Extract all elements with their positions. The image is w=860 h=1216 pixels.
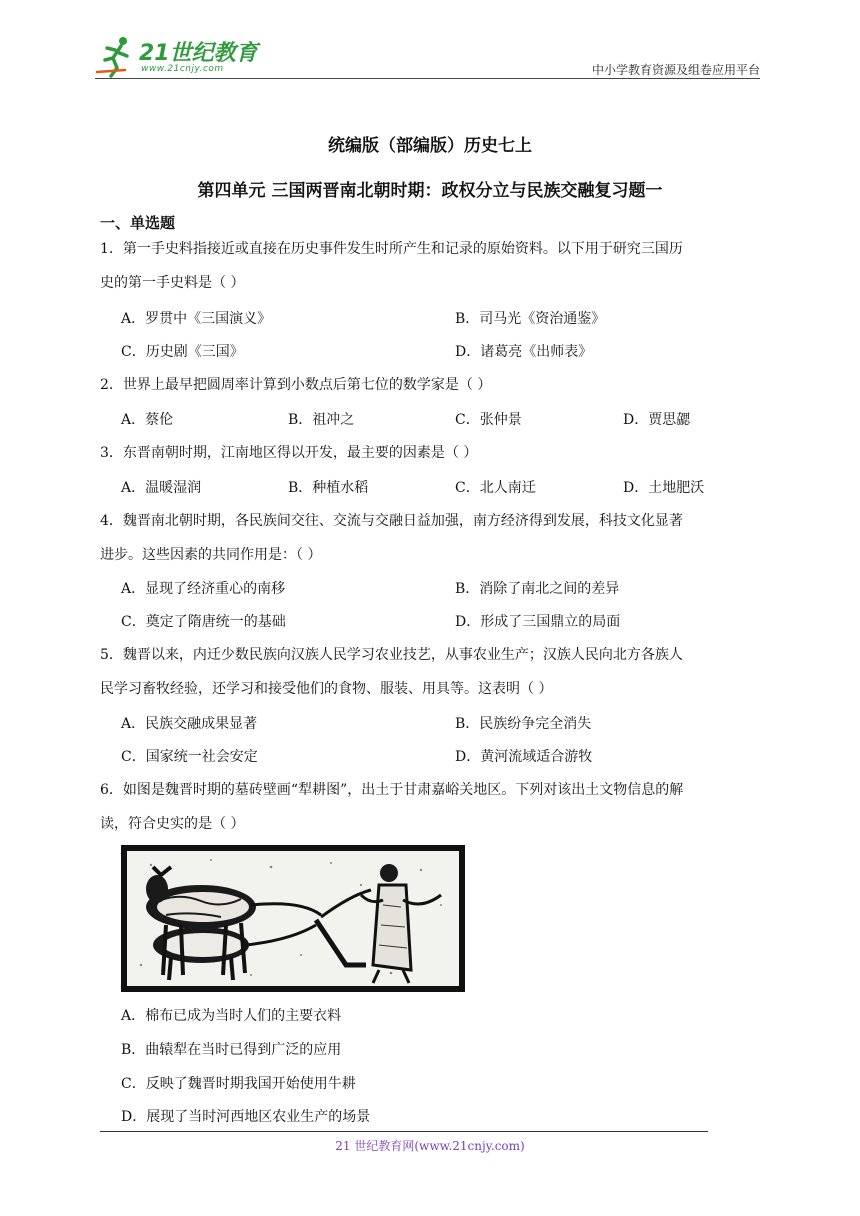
option-d[interactable]: D．展现了当时河西地区农业生产的场景 bbox=[121, 1109, 371, 1125]
doc-title: 统编版（部编版）历史七上 bbox=[328, 136, 532, 156]
question-number: 3． bbox=[100, 445, 123, 461]
question-number: 4． bbox=[100, 513, 123, 529]
question-number: 5． bbox=[100, 647, 123, 663]
question-stem: 世界上最早把圆周率计算到小数点后第七位的数学家是（ ） bbox=[122, 377, 492, 393]
question-stem: 东晋南朝时期，江南地区得以开发，最主要的因素是（ ） bbox=[122, 445, 478, 461]
question-number: 2． bbox=[100, 377, 123, 393]
option-c[interactable]: C．历史剧《三国》 bbox=[121, 344, 244, 360]
option-a[interactable]: A．民族交融成果显著 bbox=[121, 716, 258, 732]
section-heading: 一、单选题 bbox=[100, 214, 176, 232]
option-d[interactable]: D．黄河流域适合游牧 bbox=[455, 749, 593, 765]
option-c[interactable]: C．反映了魏晋时期我国开始使用牛耕 bbox=[121, 1076, 356, 1092]
question-stem-cont: 史的第一手史料是（ ） bbox=[100, 275, 245, 291]
option-b[interactable]: B．祖冲之 bbox=[288, 412, 355, 428]
footer-divider bbox=[100, 1131, 708, 1132]
question-3 bbox=[100, 436, 764, 470]
question-number: 6． bbox=[100, 782, 123, 798]
option-b[interactable]: B．司马光《资治通鉴》 bbox=[455, 311, 606, 327]
option-a[interactable]: A．棉布已成为当时人们的主要衣料 bbox=[121, 1008, 342, 1024]
option-c[interactable]: C．张仲景 bbox=[455, 412, 522, 428]
option-c[interactable]: C．奠定了隋唐统一的基础 bbox=[121, 614, 286, 630]
option-d[interactable]: D．形成了三国鼎立的局面 bbox=[455, 614, 621, 630]
option-a[interactable]: A．蔡伦 bbox=[121, 412, 174, 428]
header-divider bbox=[95, 78, 760, 79]
question-stem: 如图是魏晋时期的墓砖壁画“犁耕图”，出土于甘肃嘉峪关地区。下列对该出土文物信息的解 bbox=[122, 782, 684, 798]
question-4 bbox=[100, 504, 764, 572]
logo bbox=[95, 34, 265, 78]
platform-label: 中小学教育资源及组卷应用平台 bbox=[591, 63, 760, 77]
runner-icon bbox=[95, 34, 139, 78]
page-header bbox=[95, 30, 760, 80]
option-c[interactable]: C．北人南迁 bbox=[455, 480, 536, 496]
option-b[interactable]: B．民族纷争完全消失 bbox=[455, 716, 592, 732]
option-b[interactable]: B．种植水稻 bbox=[288, 480, 369, 496]
option-b[interactable]: B．消除了南北之间的差异 bbox=[455, 581, 620, 597]
question-stem-cont: 民学习畜牧经验，还学习和接受他们的食物、服装、用具等。这表明（ ） bbox=[100, 681, 553, 697]
question-2 bbox=[100, 368, 764, 402]
plough-mural-image bbox=[121, 845, 465, 992]
question-5 bbox=[100, 638, 764, 706]
question-stem: 第一手史料指接近或直接在历史事件发生时所产生和记录的原始资料。以下用于研究三国历 bbox=[122, 241, 683, 257]
option-b[interactable]: B．曲辕犁在当时已得到广泛的应用 bbox=[121, 1042, 342, 1058]
option-d[interactable]: D．诸葛亮《出师表》 bbox=[455, 344, 593, 360]
option-a[interactable]: A．罗贯中《三国演义》 bbox=[121, 311, 272, 327]
question-6 bbox=[100, 773, 764, 841]
option-d[interactable]: D．贾思勰 bbox=[623, 412, 691, 428]
option-d[interactable]: D．土地肥沃 bbox=[623, 480, 705, 496]
option-a[interactable]: A．显现了经济重心的南移 bbox=[121, 581, 286, 597]
page-footer[interactable]: 21 世纪教育网(www.21cnjy.com) bbox=[335, 1139, 525, 1153]
question-stem: 魏晋南北朝时期，各民族间交往、交流与交融日益加强，南方经济得到发展，科技文化显著 bbox=[122, 513, 683, 529]
option-c[interactable]: C．国家统一社会安定 bbox=[121, 749, 258, 765]
doc-subtitle: 第四单元 三国两晋南北朝时期：政权分立与民族交融复习题一 bbox=[197, 181, 663, 201]
logo-text: 21世纪教育 bbox=[139, 41, 258, 66]
question-stem: 魏晋以来，内迁少数民族向汉族人民学习农业技艺，从事农业生产；汉族人民向北方各族人 bbox=[122, 647, 683, 663]
question-stem-cont: 进步。这些因素的共同作用是：（ ） bbox=[100, 547, 322, 563]
option-a[interactable]: A．温暖湿润 bbox=[121, 480, 202, 496]
question-number: 1． bbox=[100, 241, 123, 257]
logo-url: www.21cnjy.com bbox=[141, 64, 224, 74]
question-1 bbox=[100, 232, 764, 300]
question-stem-cont: 读，符合史实的是（ ） bbox=[100, 816, 245, 832]
